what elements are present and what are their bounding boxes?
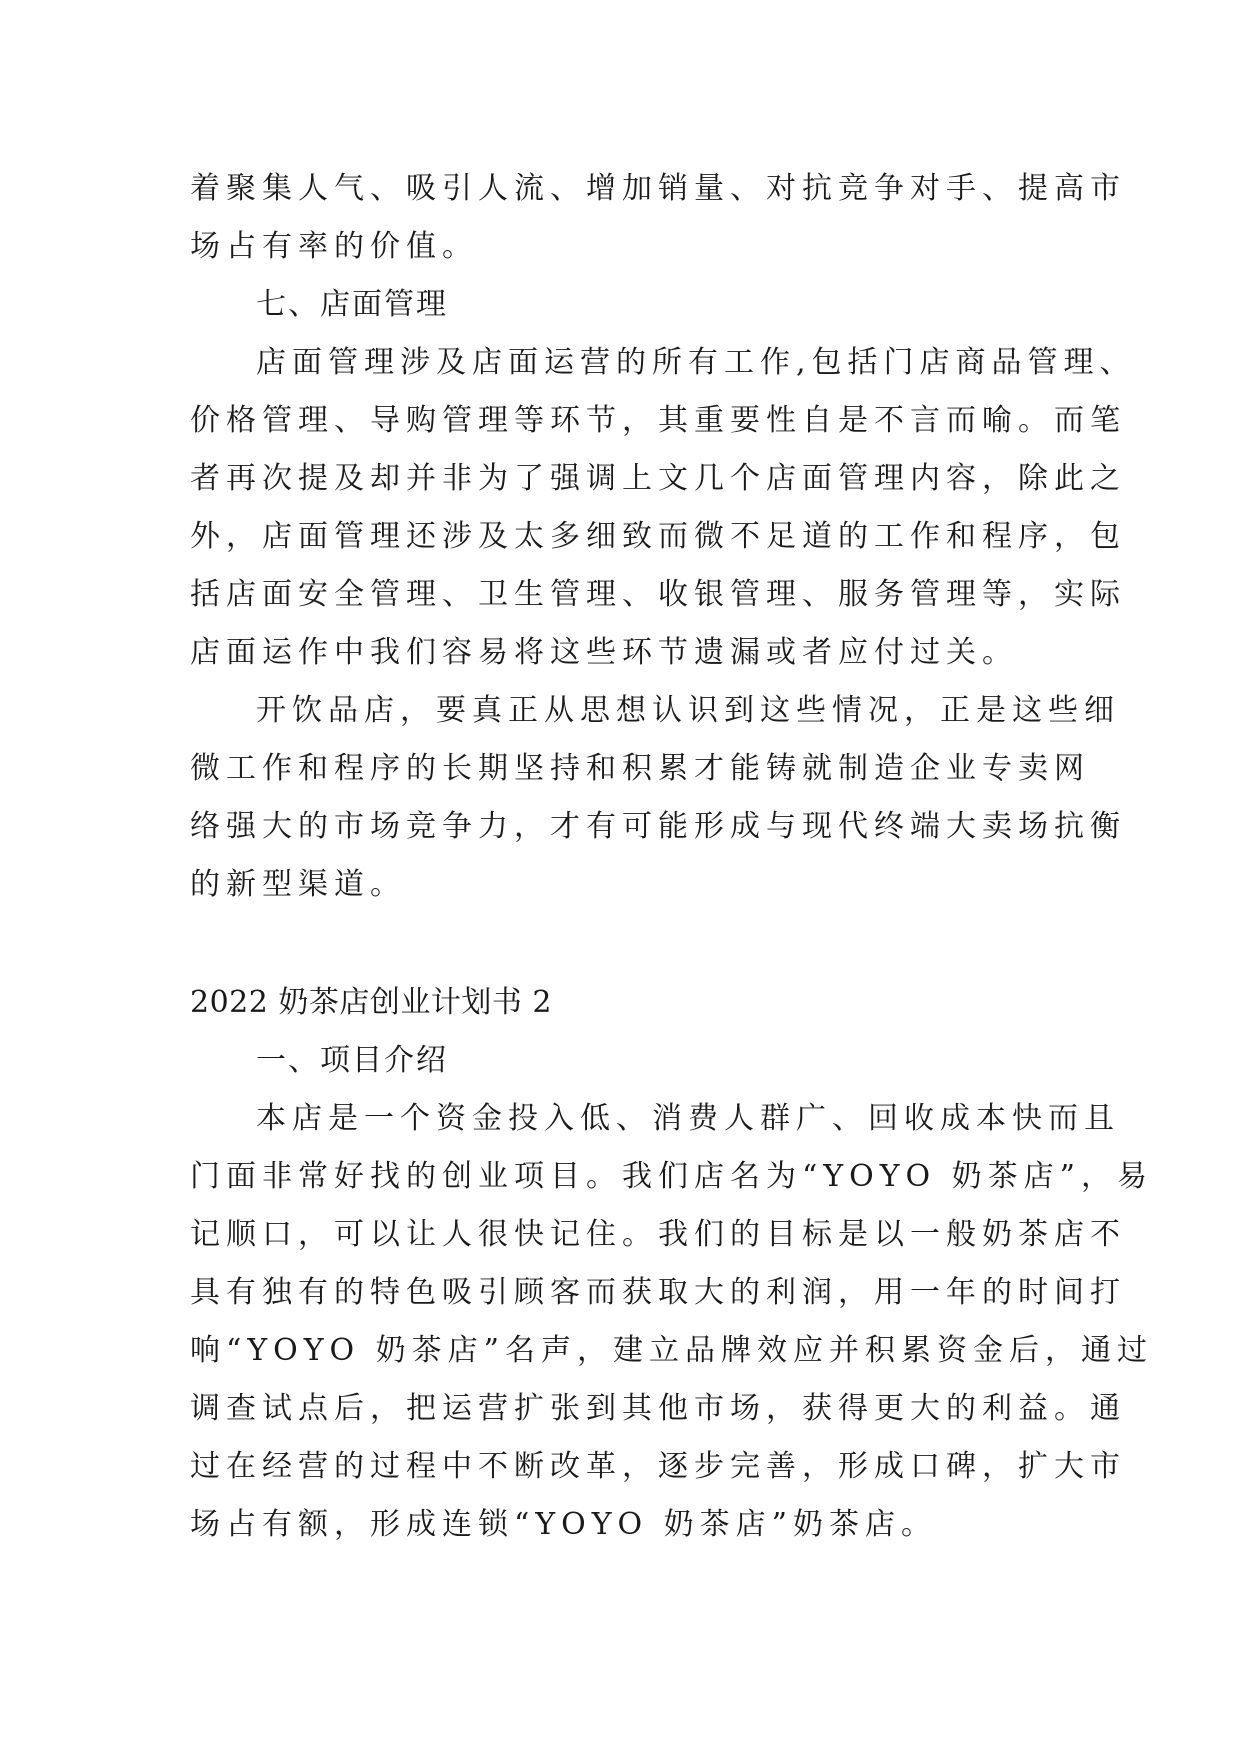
section-heading: 七、店面管理 xyxy=(256,287,448,322)
text-line: 外，店面管理还涉及太多细致而微不足道的工作和程序，包 xyxy=(190,519,1126,554)
text-line: 价格管理、导购管理等环节，其重要性自是不言而喻。而笔 xyxy=(190,403,1126,438)
text-line: 络强大的市场竞争力，才有可能形成与现代终端大卖场抗衡 xyxy=(190,809,1126,844)
section-spacer xyxy=(190,914,1060,974)
text-line: 门面非常好找的创业项目。我们店名为“YOYO 奶茶店”，易 xyxy=(190,1159,1154,1194)
document-body xyxy=(190,160,1154,1554)
text-line: 的新型渠道。 xyxy=(190,867,406,902)
text-line: 店面管理涉及店面运营的所有工作,包括门店商品管理、 xyxy=(256,345,1136,380)
text-line: 者再次提及却并非为了强调上文几个店面管理内容，除此之 xyxy=(190,461,1126,496)
document-title: 2022 奶茶店创业计划书 2 xyxy=(190,985,553,1020)
text-line: 场占有率的价值。 xyxy=(190,229,478,264)
text-line: 调查试点后，把运营扩张到其他市场，获得更大的利益。通 xyxy=(190,1391,1126,1426)
text-line: 店面运作中我们容易将这些环节遗漏或者应付过关。 xyxy=(190,635,1018,670)
text-line: 微工作和程序的长期坚持和积累才能铸就制造企业专卖网 xyxy=(190,751,1090,786)
text-line: 场占有额，形成连锁“YOYO 奶茶店”奶茶店。 xyxy=(190,1507,938,1542)
text-line: 记顺口，可以让人很快记住。我们的目标是以一般奶茶店不 xyxy=(190,1217,1126,1252)
section-heading: 一、项目介绍 xyxy=(256,1043,448,1078)
text-line: 响“YOYO 奶茶店”名声，建立品牌效应并积累资金后，通过 xyxy=(190,1333,1154,1368)
text-line: 开饮品店，要真正从思想认识到这些情况，正是这些细 xyxy=(256,693,1120,728)
text-line: 本店是一个资金投入低、消费人群广、回收成本快而且 xyxy=(256,1101,1120,1136)
text-line: 括店面安全管理、卫生管理、收银管理、服务管理等，实际 xyxy=(190,577,1126,612)
text-line: 具有独有的特色吸引顾客而获取大的利润，用一年的时间打 xyxy=(190,1275,1126,1310)
text-line: 着聚集人气、吸引人流、增加销量、对抗竞争对手、提高市 xyxy=(190,171,1126,206)
text-line: 过在经营的过程中不断改革，逐步完善，形成口碑，扩大市 xyxy=(190,1449,1126,1484)
